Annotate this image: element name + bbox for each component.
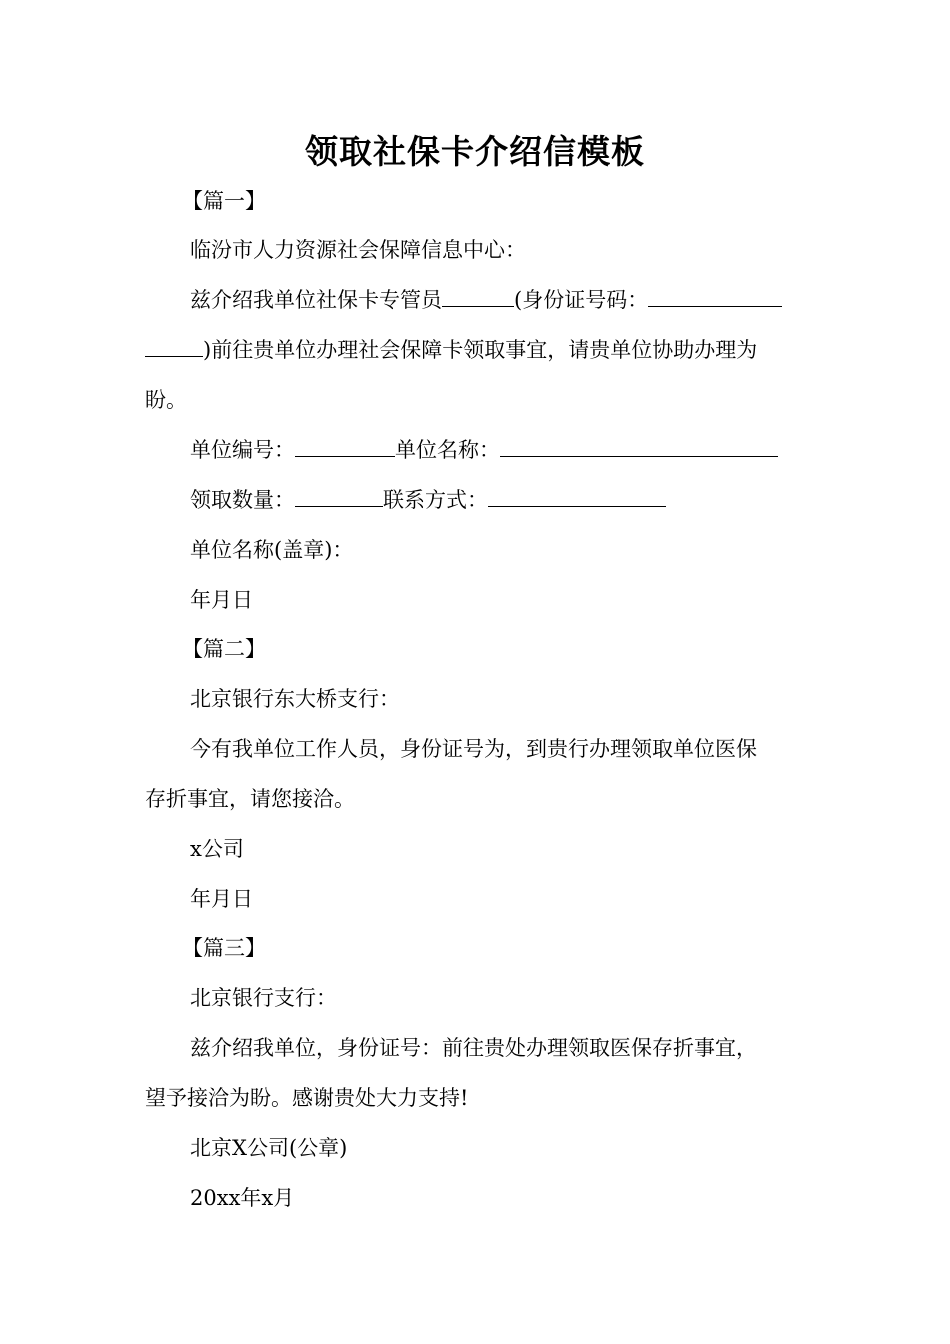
body-text: 兹介绍我单位社保卡专管员	[190, 288, 442, 312]
body-line	[190, 285, 830, 315]
section-heading: 【篇三】	[182, 936, 266, 960]
stamp-line: 单位名称(盖章)：	[190, 538, 354, 562]
unit-name-blank[interactable]	[500, 438, 778, 457]
unit-name-label: 单位名称：	[395, 438, 500, 462]
contact-label: 联系方式：	[383, 488, 488, 512]
recipient-line: 临汾市人力资源社会保障信息中心：	[190, 238, 526, 262]
quantity-blank[interactable]	[295, 488, 383, 507]
id-number-blank[interactable]	[648, 288, 782, 307]
quantity-label: 领取数量：	[190, 488, 295, 512]
date-line: 20xx年x月	[190, 1186, 295, 1210]
unit-number-blank[interactable]	[295, 438, 395, 457]
date-line: 年月日	[190, 887, 253, 911]
body-line: 存折事宜，请您接洽。	[145, 787, 355, 811]
body-line: 今有我单位工作人员，身份证号为，到贵行办理领取单位医保	[190, 737, 757, 761]
date-line: 年月日	[190, 588, 253, 612]
body-text: )前往贵单位办理社会保障卡领取事宜，请贵单位协助办理为	[203, 338, 758, 362]
recipient-line: 北京银行东大桥支行：	[190, 687, 400, 711]
field-line	[190, 485, 830, 515]
body-line	[145, 335, 835, 365]
section-heading: 【篇二】	[182, 637, 266, 661]
section-heading: 【篇一】	[182, 189, 266, 213]
contact-blank[interactable]	[488, 488, 666, 507]
body-line: 望予接洽为盼。感谢贵处大力支持!	[145, 1086, 469, 1110]
signature-line: 北京X公司(公章)	[190, 1136, 348, 1160]
document-title: 领取社保卡介绍信模板	[305, 132, 645, 171]
name-blank[interactable]	[442, 288, 514, 307]
id-number-blank-continued[interactable]	[145, 338, 203, 357]
field-line	[190, 435, 830, 465]
unit-number-label: 单位编号：	[190, 438, 295, 462]
body-line: 兹介绍我单位，身份证号：前往贵处办理领取医保存折事宜，	[190, 1036, 757, 1060]
recipient-line: 北京银行支行：	[190, 986, 337, 1010]
body-line: 盼。	[145, 388, 187, 412]
signature-line: x公司	[190, 837, 244, 861]
body-text: (身份证号码：	[514, 288, 649, 312]
